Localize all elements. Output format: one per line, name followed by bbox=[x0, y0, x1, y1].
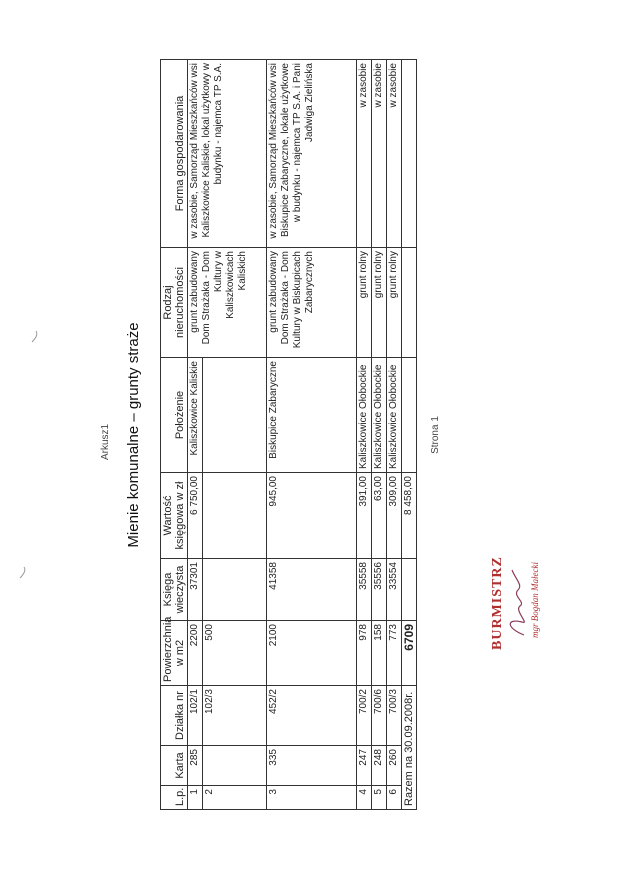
cell-ksiega: 41358 bbox=[267, 559, 357, 621]
punch-mark-icon bbox=[30, 330, 40, 344]
punch-mark-icon bbox=[18, 566, 28, 580]
cell-karta: 285 bbox=[188, 746, 203, 786]
stamp-title: BURMISTRZ bbox=[490, 556, 505, 650]
cell-karta: 247 bbox=[357, 746, 372, 786]
header-ksiega: Księga wieczysta bbox=[161, 559, 188, 621]
cell-rodzaj: grunt rolny bbox=[387, 248, 402, 358]
cell-rodzaj: grunt zabudowany Dom Strażaka - Dom Kultury w Biskupicach Zabarycznych bbox=[267, 248, 357, 358]
cell-rodzaj: grunt zabudowany Dom Strażaka - Dom Kultury w Kaliszkowicach Kaliskich bbox=[188, 248, 267, 358]
header-polozenie: Położenie bbox=[161, 358, 188, 473]
cell-wartosc: 391,00 bbox=[357, 473, 372, 559]
cell-dzialka: 102/1 bbox=[188, 686, 203, 746]
cell-polozenie: Kaliszkowice Ołobockie bbox=[372, 358, 387, 473]
cell-lp: 1 bbox=[188, 786, 203, 810]
rotated-sheet bbox=[100, 60, 540, 810]
summary-empty-cell bbox=[402, 358, 417, 473]
cell-powierzchnia: 2200 bbox=[188, 621, 203, 686]
stamp-name: mgr Bogdan Małecki bbox=[530, 562, 540, 638]
cell-polozenie: Kaliszkowice Kaliskie bbox=[188, 358, 203, 473]
cell-ksiega: 35556 bbox=[372, 559, 387, 621]
summary-row bbox=[402, 60, 417, 810]
cell-forma: w zasobie, Samorząd Mieszkańców wsi Biskupice Zabaryczne, lokale użytkowe w budynku - najemca TP S.A. i Pani Jadwiga Zielińska bbox=[267, 60, 357, 248]
cell-lp: 4 bbox=[357, 786, 372, 810]
header-rodzaj: Rodzaj nieruchomości bbox=[161, 248, 188, 358]
summary-empty-cell bbox=[402, 559, 417, 621]
table-row bbox=[267, 60, 357, 810]
cell-ksiega: 37301 bbox=[188, 559, 203, 621]
page-number: Strona 1 bbox=[430, 416, 441, 454]
cell-ksiega bbox=[203, 559, 267, 621]
header-powierzchnia: Powierzchnia w m2 bbox=[161, 621, 188, 686]
cell-forma: w zasobie bbox=[357, 60, 372, 248]
cell-wartosc: 63,00 bbox=[372, 473, 387, 559]
table-row bbox=[387, 60, 402, 810]
cell-dzialka: 700/3 bbox=[387, 686, 402, 746]
cell-karta bbox=[203, 746, 267, 786]
table-row bbox=[188, 60, 203, 810]
summary-value-total: 8 458,00 bbox=[402, 473, 417, 559]
page-title: Mienie komunalne – grunty straże bbox=[125, 322, 142, 548]
cell-wartosc bbox=[203, 473, 267, 559]
cell-dzialka: 700/2 bbox=[357, 686, 372, 746]
property-table bbox=[160, 59, 417, 810]
table-row bbox=[357, 60, 372, 810]
header-wartosc: Wartość księgowa w zł bbox=[161, 473, 188, 559]
cell-wartosc: 309,00 bbox=[387, 473, 402, 559]
cell-ksiega: 33554 bbox=[387, 559, 402, 621]
cell-karta: 260 bbox=[387, 746, 402, 786]
summary-empty-cell bbox=[402, 60, 417, 248]
cell-lp: 2 bbox=[203, 786, 267, 810]
summary-area-total: 6709 bbox=[402, 621, 417, 686]
cell-powierzchnia: 2100 bbox=[267, 621, 357, 686]
cell-karta: 335 bbox=[267, 746, 357, 786]
cell-polozenie bbox=[203, 358, 267, 473]
cell-polozenie: Biskupice Zabaryczne bbox=[267, 358, 357, 473]
cell-powierzchnia: 978 bbox=[357, 621, 372, 686]
summary-empty-cell bbox=[402, 248, 417, 358]
cell-polozenie: Kaliszkowice Ołobockie bbox=[357, 358, 372, 473]
cell-forma: w zasobie, Samorząd Mieszkańców wsi Kaliszkowice Kaliskie, lokal użytkowy w budynku - najemca TP S.A. bbox=[188, 60, 267, 248]
header-lp: L.p. bbox=[161, 786, 188, 810]
header-forma: Forma gospodarowania bbox=[161, 60, 188, 248]
cell-ksiega: 35558 bbox=[357, 559, 372, 621]
cell-polozenie: Kaliszkowice Ołobockie bbox=[387, 358, 402, 473]
header-row bbox=[161, 60, 188, 810]
cell-powierzchnia: 773 bbox=[387, 621, 402, 686]
cell-lp: 3 bbox=[267, 786, 357, 810]
sheet-name: Arkusz1 bbox=[100, 423, 111, 460]
cell-rodzaj: grunt rolny bbox=[372, 248, 387, 358]
cell-forma: w zasobie bbox=[387, 60, 402, 248]
cell-dzialka: 102/3 bbox=[203, 686, 267, 746]
cell-wartosc: 945,00 bbox=[267, 473, 357, 559]
cell-lp: 6 bbox=[387, 786, 402, 810]
cell-powierzchnia: 158 bbox=[372, 621, 387, 686]
cell-lp: 5 bbox=[372, 786, 387, 810]
cell-powierzchnia: 500 bbox=[203, 621, 267, 686]
cell-karta: 248 bbox=[372, 746, 387, 786]
header-karta: Karta bbox=[161, 746, 188, 786]
cell-dzialka: 452/2 bbox=[267, 686, 357, 746]
mayor-stamp bbox=[490, 520, 550, 660]
cell-dzialka: 700/6 bbox=[372, 686, 387, 746]
summary-label: Razem na 30.09.2008r. bbox=[402, 686, 417, 810]
cell-wartosc: 6 750,00 bbox=[188, 473, 203, 559]
cell-rodzaj: grunt rolny bbox=[357, 248, 372, 358]
header-dzialka: Działka nr bbox=[161, 686, 188, 746]
cell-forma: w zasobie bbox=[372, 60, 387, 248]
table-row bbox=[372, 60, 387, 810]
